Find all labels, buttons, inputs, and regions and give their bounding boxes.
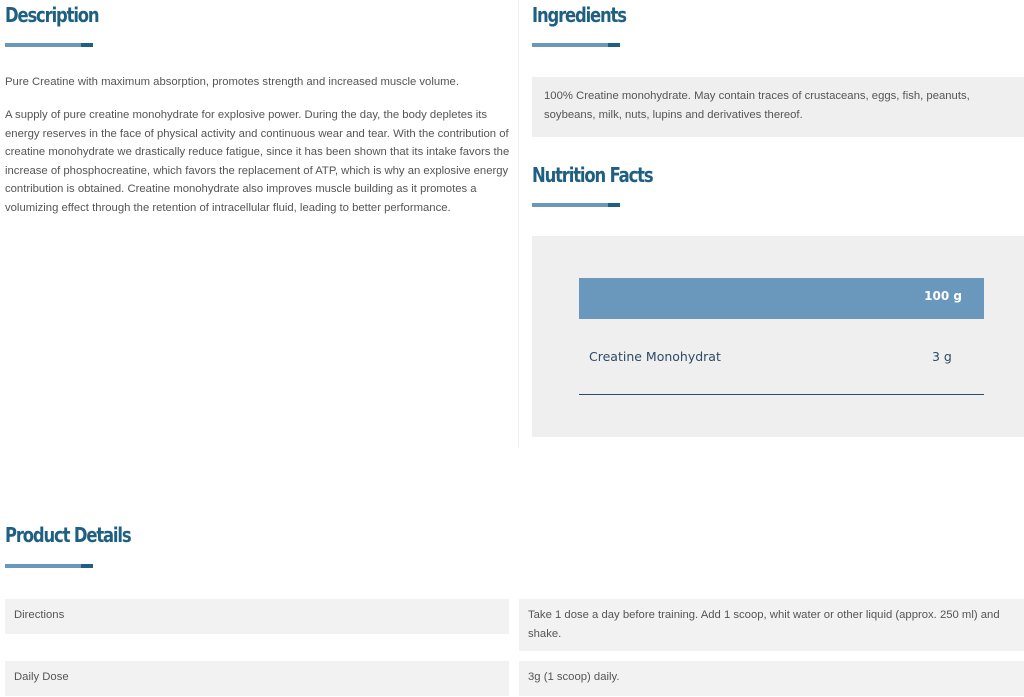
underline-dark-segment: [608, 43, 620, 47]
description-intro: Pure Creatine with maximum absorption, promotes strength and increased muscle volume.: [5, 76, 459, 88]
ingredients-title-underline: [532, 43, 620, 47]
nutrition-column-header: 100 g: [924, 289, 962, 303]
underline-dark-segment: [81, 43, 93, 47]
underline-light-segment: [5, 564, 81, 568]
underline-dark-segment: [81, 564, 93, 568]
details-value-directions: Take 1 dose a day before training. Add 1 scoop, whit water or other liquid (approx. 250 ml) and shake.: [519, 599, 1024, 651]
product-details-title-underline: [5, 564, 93, 568]
underline-dark-segment: [608, 203, 620, 207]
underline-light-segment: [532, 203, 608, 207]
nutrition-title-underline: [532, 203, 620, 207]
ingredients-text: 100% Creatine monohydrate. May contain traces of crustaceans, eggs, fish, peanuts, soybeans, milk, nuts, lupins and derivatives thereof.: [544, 90, 970, 121]
details-label-daily-dose: Daily Dose: [5, 661, 509, 696]
column-divider: [518, 0, 519, 448]
details-label-directions: Directions: [5, 599, 509, 634]
nutrition-panel: [532, 236, 1024, 437]
nutrition-row-name: Creatine Monohydrat: [589, 349, 721, 364]
ingredients-title: Ingredients: [532, 3, 626, 27]
details-value-daily-dose: 3g (1 scoop) daily.: [519, 661, 1024, 696]
description-title: Description: [5, 3, 99, 27]
nutrition-table-rule: [579, 394, 984, 395]
description-body: A supply of pure creatine monohydrate for explosive power. During the day, the body depletes its energy reserves in the face of physical activity and continuous wear and tear. With the contribution of creatine monohydrate we drastically reduce fatigue, since it has been shown that its intake favors the increase of phosphocreatine, which favors the replacement of ATP, which is why an explosive energy contribution is obtained. Creatine monohydrate also improves muscle building as it promotes a volumizing effect through the retention of intracellular fluid, leading to better performance.: [5, 109, 510, 214]
description-title-underline: [5, 43, 93, 47]
ingredients-panel: [532, 77, 1024, 137]
nutrition-row-value: 3 g: [932, 349, 952, 364]
nutrition-title: Nutrition Facts: [532, 163, 653, 187]
nutrition-table-header: [579, 278, 984, 319]
underline-light-segment: [532, 43, 608, 47]
product-details-title: Product Details: [5, 523, 131, 547]
underline-light-segment: [5, 43, 81, 47]
